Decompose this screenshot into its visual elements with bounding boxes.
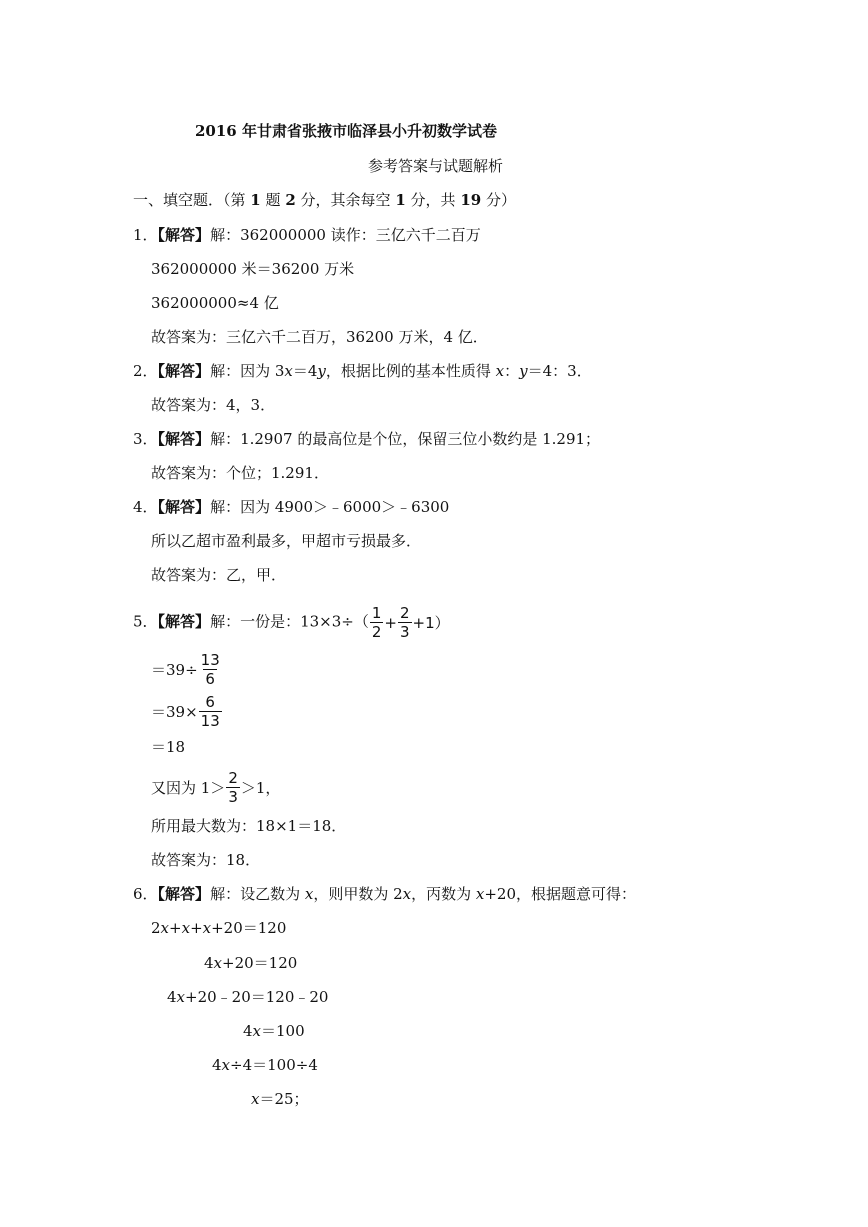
q4-line-2: 所以乙超市盈利最多，甲超市亏损最多． bbox=[151, 532, 422, 550]
q1-line-4: 故答案为：三亿六千二百万，36200 万米，4 亿． bbox=[151, 328, 488, 346]
q5-line-4: ＝18 bbox=[151, 738, 186, 756]
q4-line-3: 故答案为：乙，甲． bbox=[151, 566, 287, 584]
q5-line-7: 故答案为：18． bbox=[151, 851, 261, 869]
fraction: $\frac{13}{6}$ bbox=[200, 651, 220, 688]
q6-line-1: 6．【解答】解：设乙数为 x，则甲数为 2x，丙数为 x+20，根据题意可得： bbox=[133, 885, 636, 903]
fraction: $\frac{1}{2}$ bbox=[371, 604, 382, 641]
fraction: $\frac{6}{13}$ bbox=[200, 693, 220, 730]
section-heading: 一、填空题．（第 1 题 2 分，其余每空 1 分，共 19 分） bbox=[133, 191, 517, 209]
q3-line-2: 故答案为：个位；1.291． bbox=[151, 464, 329, 482]
equation-step-5: 4x÷4＝100÷4 bbox=[212, 1056, 318, 1074]
q1-line-3: 362000000≈4 亿 bbox=[151, 294, 279, 312]
q1-line-2: 362000000 米＝36200 万米 bbox=[151, 260, 355, 278]
q4-line-1: 4．【解答】解：因为 4900＞﹣6000＞﹣6300 bbox=[133, 498, 450, 516]
q5-line-3: ＝39× $\frac{6}{13}$ bbox=[151, 693, 220, 730]
equation-step-6: x＝25； bbox=[251, 1090, 309, 1108]
q1-line-1: 1．【解答】解：362000000 读作：三亿六千二百万 bbox=[133, 226, 481, 244]
page-subtitle: 参考答案与试题解析 bbox=[368, 157, 504, 175]
q5-line-5: 又因为 1＞ $\frac{2}{3}$ ＞1， bbox=[151, 769, 281, 806]
q5-line-1: 5．【解答】解：一份是：13×3÷（ $\frac{1}{2}$ + $\frac{2}{3}$ +1） bbox=[133, 604, 450, 641]
equation-step-2: 4x+20＝120 bbox=[204, 954, 298, 972]
equation-step-3: 4x+20﹣20＝120﹣20 bbox=[167, 988, 329, 1006]
q3-line-1: 3．【解答】解：1.2907 的最高位是个位，保留三位小数约是 1.291； bbox=[133, 430, 601, 448]
equation-step-1: 2x+x+x+20＝120 bbox=[151, 919, 287, 937]
equation-step-4: 4x＝100 bbox=[243, 1022, 305, 1040]
fraction: $\frac{2}{3}$ bbox=[399, 604, 410, 641]
q2-line-2: 故答案为：4，3． bbox=[151, 396, 276, 414]
q5-line-6: 所用最大数为：18×1＝18． bbox=[151, 817, 347, 835]
fraction: $\frac{2}{3}$ bbox=[228, 769, 238, 806]
q2-line-1: 2．【解答】解：因为 3x＝4y，根据比例的基本性质得 x：y＝4：3． bbox=[133, 362, 592, 380]
q5-line-2: ＝39÷ $\frac{13}{6}$ bbox=[151, 651, 220, 688]
page-title: 2016 年甘肃省张掖市临泽县小升初数学试卷 bbox=[195, 122, 497, 140]
